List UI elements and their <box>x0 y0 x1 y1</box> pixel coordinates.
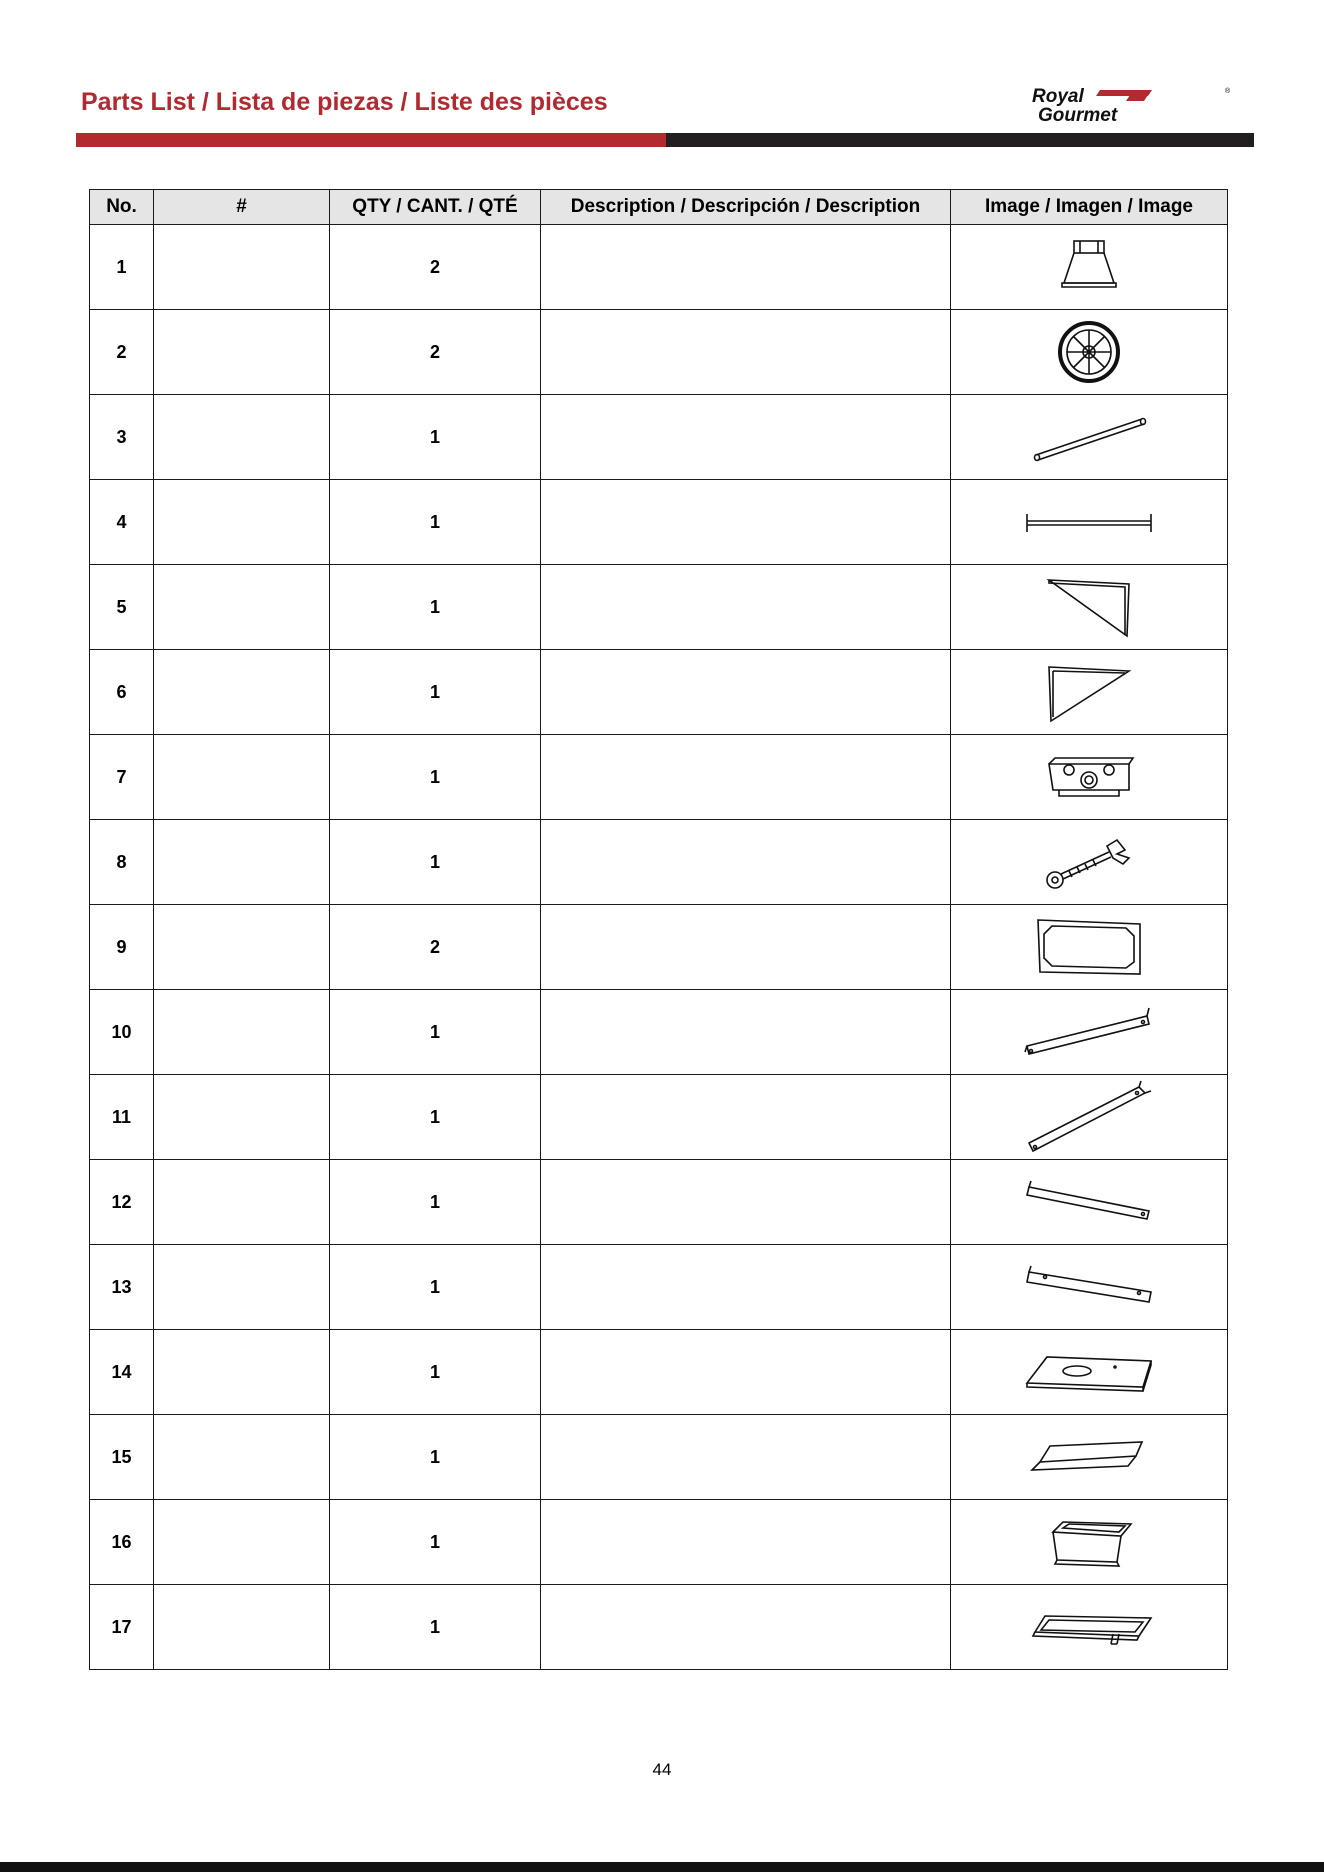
part-qty: 1 <box>330 1500 541 1585</box>
part-qty: 2 <box>330 310 541 395</box>
part-description <box>541 820 951 905</box>
part-qty: 1 <box>330 1330 541 1415</box>
table-row <box>90 735 1228 820</box>
part-code <box>154 650 330 735</box>
table-row <box>90 990 1228 1075</box>
part-qty: 1 <box>330 1075 541 1160</box>
table-row <box>90 1245 1228 1330</box>
table-row <box>90 395 1228 480</box>
part-description <box>541 480 951 565</box>
page-title: Parts List / Lista de piezas / Liste des pièces <box>81 88 608 116</box>
table-row <box>90 1075 1228 1160</box>
part-code <box>154 990 330 1075</box>
part-number: 14 <box>90 1330 154 1415</box>
svg-text:Royal: Royal <box>1032 86 1084 107</box>
table-row <box>90 565 1228 650</box>
table-row <box>90 650 1228 735</box>
part-description <box>541 990 951 1075</box>
triangle-bracket-left-icon <box>1039 659 1139 725</box>
part-description <box>541 1330 951 1415</box>
part-code <box>154 1500 330 1585</box>
part-qty: 1 <box>330 650 541 735</box>
part-code <box>154 310 330 395</box>
part-qty: 1 <box>330 480 541 565</box>
part-qty: 1 <box>330 1160 541 1245</box>
part-code <box>154 1075 330 1160</box>
part-description <box>541 1245 951 1330</box>
knob-bolt-icon <box>1039 832 1139 892</box>
header-band-red <box>76 133 666 147</box>
part-description <box>541 1585 951 1670</box>
table-row <box>90 1500 1228 1585</box>
part-number: 17 <box>90 1585 154 1670</box>
header-band-dark <box>666 133 1254 147</box>
regulator-bracket-icon <box>1039 752 1139 802</box>
part-number: 16 <box>90 1500 154 1585</box>
rail-steep-icon <box>1019 1077 1159 1157</box>
col-image: Image / Imagen / Image <box>951 190 1228 225</box>
part-code <box>154 1160 330 1245</box>
col-code: # <box>154 190 330 225</box>
part-code <box>154 820 330 905</box>
svg-text:®: ® <box>1225 88 1231 95</box>
part-description <box>541 1160 951 1245</box>
part-qty: 2 <box>330 225 541 310</box>
caster-base-icon <box>1044 235 1134 299</box>
col-qty: QTY / CANT. / QTÉ <box>330 190 541 225</box>
part-qty: 2 <box>330 905 541 990</box>
part-description <box>541 565 951 650</box>
table-header-row <box>90 190 1228 225</box>
part-code <box>154 735 330 820</box>
part-code <box>154 480 330 565</box>
part-code <box>154 395 330 480</box>
part-number: 5 <box>90 565 154 650</box>
wheel-icon <box>1054 317 1124 387</box>
part-number: 11 <box>90 1075 154 1160</box>
table-row <box>90 820 1228 905</box>
part-number: 9 <box>90 905 154 990</box>
col-description: Description / Descripción / Description <box>541 190 951 225</box>
panel-frame-icon <box>1034 916 1144 978</box>
support-rail-icon <box>1019 1177 1159 1227</box>
part-qty: 1 <box>330 735 541 820</box>
part-number: 2 <box>90 310 154 395</box>
rail-icon <box>1019 1002 1159 1062</box>
part-description <box>541 225 951 310</box>
table-row <box>90 1160 1228 1245</box>
crossbar-icon <box>1019 502 1159 542</box>
table-row <box>90 1330 1228 1415</box>
part-code <box>154 1245 330 1330</box>
part-number: 15 <box>90 1415 154 1500</box>
part-qty: 1 <box>330 1585 541 1670</box>
page-number: 44 <box>652 1760 672 1779</box>
heat-shield-icon <box>1024 1432 1154 1482</box>
grease-tray-icon <box>1039 1514 1139 1570</box>
part-number: 6 <box>90 650 154 735</box>
part-qty: 1 <box>330 1415 541 1500</box>
support-rail-holes-icon <box>1019 1262 1159 1312</box>
part-description <box>541 1500 951 1585</box>
svg-text:Gourmet: Gourmet <box>1038 105 1118 124</box>
part-description <box>541 1075 951 1160</box>
table-row <box>90 905 1228 990</box>
part-qty: 1 <box>330 565 541 650</box>
drip-pan-icon <box>1019 1604 1159 1650</box>
part-description <box>541 310 951 395</box>
part-number: 7 <box>90 735 154 820</box>
part-number: 12 <box>90 1160 154 1245</box>
part-number: 8 <box>90 820 154 905</box>
page-bottom-edge <box>0 1862 1324 1872</box>
part-number: 13 <box>90 1245 154 1330</box>
table-row <box>90 225 1228 310</box>
part-qty: 1 <box>330 1245 541 1330</box>
part-code <box>154 225 330 310</box>
part-code <box>154 1415 330 1500</box>
part-number: 1 <box>90 225 154 310</box>
table-row <box>90 480 1228 565</box>
shelf-with-hole-icon <box>1019 1347 1159 1397</box>
table-row <box>90 1415 1228 1500</box>
part-code <box>154 565 330 650</box>
part-description <box>541 395 951 480</box>
part-code <box>154 1330 330 1415</box>
part-qty: 1 <box>330 990 541 1075</box>
parts-table <box>89 189 1228 1670</box>
part-code <box>154 1585 330 1670</box>
part-code <box>154 905 330 990</box>
part-description <box>541 650 951 735</box>
col-no: No. <box>90 190 154 225</box>
triangle-bracket-right-icon <box>1039 574 1139 640</box>
table-row <box>90 310 1228 395</box>
table-row <box>90 1585 1228 1670</box>
part-qty: 1 <box>330 820 541 905</box>
part-number: 3 <box>90 395 154 480</box>
part-description <box>541 735 951 820</box>
brand-logo <box>1030 84 1240 124</box>
part-number: 4 <box>90 480 154 565</box>
part-qty: 1 <box>330 395 541 480</box>
part-description <box>541 1415 951 1500</box>
axle-rod-icon <box>1024 407 1154 467</box>
part-description <box>541 905 951 990</box>
part-number: 10 <box>90 990 154 1075</box>
